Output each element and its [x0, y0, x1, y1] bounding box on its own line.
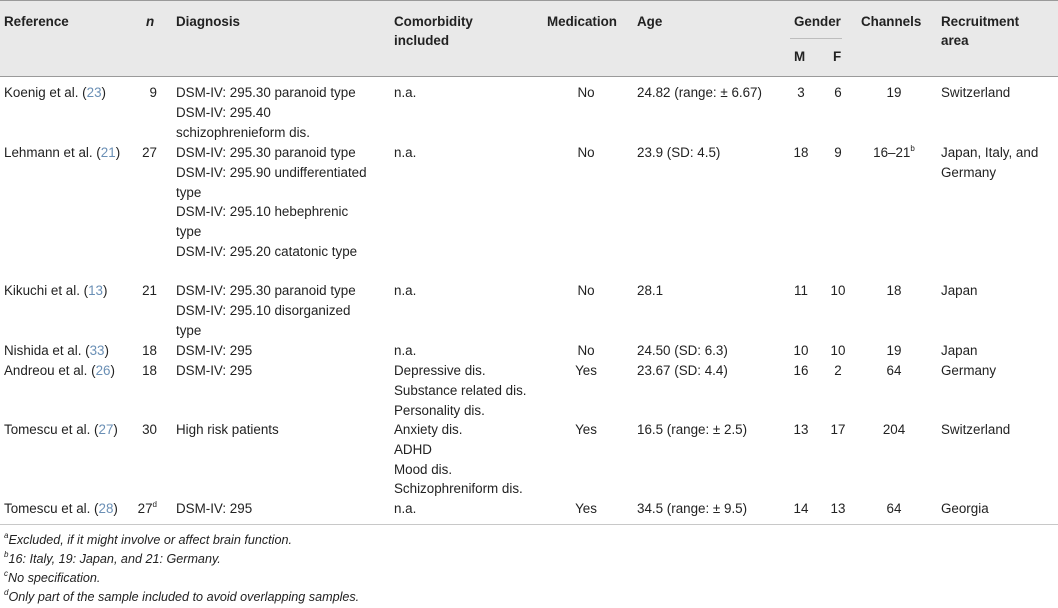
recruitment-area-line: Germany — [941, 363, 997, 378]
gender-f-cell: 13 — [830, 501, 846, 516]
reference-name: Koenig et al. ( — [4, 85, 87, 100]
footnote-c — [4, 570, 100, 587]
recruitment-area-line: Georgia — [941, 501, 989, 516]
diagnosis-line: DSM-IV: 295.40 — [176, 104, 271, 120]
reference-name: Lehmann et al. ( — [4, 145, 101, 160]
channels-value: 16–21 — [873, 145, 911, 160]
n-cell — [142, 281, 157, 301]
reference-name: Nishida et al. ( — [4, 343, 90, 358]
n-cell — [142, 143, 157, 163]
age-cell: 24.50 (SD: 6.3) — [637, 343, 728, 358]
footnote-mark: b — [4, 549, 9, 559]
reference-cell — [4, 281, 107, 301]
reference-close: ) — [110, 363, 115, 378]
gender-m-cell: 10 — [793, 343, 809, 358]
reference-link[interactable]: 26 — [95, 363, 111, 378]
channels-value: 64 — [886, 501, 902, 516]
n-cell — [150, 83, 157, 103]
gender-f-cell: 9 — [834, 145, 842, 160]
footnote-a — [4, 532, 292, 549]
table-bottom-rule — [0, 524, 1058, 525]
reference-cell — [4, 83, 106, 103]
recruitment-area-line: Japan — [941, 283, 978, 298]
n-value: 21 — [142, 283, 157, 298]
medication-cell: No — [577, 343, 595, 358]
footnote-d — [4, 589, 359, 606]
channels-value: 19 — [886, 343, 902, 358]
reference-name: Andreou et al. ( — [4, 363, 96, 378]
footnote-text: 16: Italy, 19: Japan, and 21: Germany. — [8, 552, 221, 566]
reference-link[interactable]: 27 — [98, 422, 114, 437]
medication-cell: No — [577, 145, 595, 160]
gender-m-cell: 16 — [793, 363, 809, 378]
footnote-mark: c — [4, 568, 8, 578]
reference-link[interactable]: 28 — [98, 501, 114, 516]
channels-value: 18 — [886, 283, 902, 298]
gender-f-cell: 6 — [834, 85, 842, 100]
header-diagnosis: Diagnosis — [176, 14, 240, 29]
reference-close: ) — [113, 422, 118, 437]
comorbidity-line: Schizophreniform dis. — [394, 481, 523, 497]
n-value: 18 — [142, 363, 157, 378]
diagnosis-line: DSM-IV: 295.30 paranoid type — [176, 85, 356, 100]
header-comorbidity-line1: Comorbidity — [394, 14, 473, 29]
recruitment-area-line: Switzerland — [941, 85, 1011, 100]
n-cell — [142, 361, 157, 381]
age-cell: 16.5 (range: ± 2.5) — [637, 422, 748, 437]
medication-cell: Yes — [575, 363, 597, 378]
comorbidity-line: ADHD — [394, 441, 432, 457]
header-recruitment-line1: Recruitment — [941, 14, 1020, 29]
comorbidity-line: Personality dis. — [394, 402, 485, 418]
channels-cell — [854, 420, 934, 440]
header-gender: Gender — [794, 14, 841, 29]
channels-cell — [854, 341, 934, 361]
header-n: n — [146, 14, 155, 29]
recruitment-area-line: Germany — [941, 164, 997, 180]
age-cell: 23.67 (SD: 4.4) — [637, 363, 728, 378]
comorbidity-line: Substance related dis. — [394, 382, 527, 398]
header-medication: Medication — [547, 14, 617, 29]
reference-name: Tomescu et al. ( — [4, 501, 99, 516]
diagnosis-line: DSM-IV: 295 — [176, 501, 253, 516]
diagnosis-line: High risk patients — [176, 422, 279, 437]
reference-cell — [4, 499, 118, 519]
gender-sub-rule — [790, 38, 842, 39]
diagnosis-line: type — [176, 322, 202, 338]
comorbidity-line: n.a. — [394, 501, 417, 516]
footnote-mark: d — [4, 587, 9, 597]
channels-footnote-mark: b — [910, 143, 915, 153]
reference-link[interactable]: 23 — [86, 85, 102, 100]
channels-cell — [854, 361, 934, 381]
reference-close: ) — [101, 85, 107, 100]
diagnosis-line: DSM-IV: 295.10 disorganized — [176, 302, 351, 318]
header-channels: Channels — [861, 14, 922, 29]
reference-link[interactable]: 21 — [100, 145, 116, 160]
recruitment-area-line: Switzerland — [941, 422, 1011, 437]
n-cell — [138, 499, 157, 519]
reference-cell — [4, 143, 120, 163]
age-cell: 24.82 (range: ± 6.67) — [637, 85, 762, 100]
n-value: 27 — [142, 145, 157, 160]
channels-value: 204 — [882, 422, 906, 437]
gender-m-cell: 3 — [797, 85, 805, 100]
footnote-text: Excluded, if it might involve or affect brain function. — [8, 533, 292, 547]
header-recruitment-line2: area — [941, 33, 969, 48]
reference-name: Kikuchi et al. ( — [4, 283, 89, 298]
header-gender-m: M — [794, 49, 806, 64]
gender-f-cell: 17 — [830, 422, 846, 437]
n-value: 18 — [142, 343, 157, 358]
age-cell: 23.9 (SD: 4.5) — [637, 145, 721, 160]
reference-cell — [4, 420, 118, 440]
gender-m-cell: 18 — [793, 145, 809, 160]
table-top-rule — [0, 0, 1058, 1]
gender-m-cell: 13 — [793, 422, 809, 437]
age-cell: 28.1 — [637, 283, 664, 298]
channels-cell — [854, 499, 934, 519]
comorbidity-line: n.a. — [394, 343, 417, 358]
comorbidity-line: n.a. — [394, 145, 417, 160]
n-value: 27 — [137, 501, 153, 516]
channels-cell — [854, 281, 934, 301]
channels-value: 19 — [886, 85, 902, 100]
diagnosis-line: schizophrenieform dis. — [176, 124, 310, 140]
comorbidity-line: Depressive dis. — [394, 363, 486, 378]
diagnosis-line: DSM-IV: 295 — [176, 363, 253, 378]
reference-close: ) — [103, 283, 108, 298]
n-value: 9 — [149, 85, 157, 100]
reference-close: ) — [115, 145, 121, 160]
recruitment-area-line: Japan — [941, 343, 978, 358]
reference-close: ) — [113, 501, 118, 516]
reference-cell — [4, 341, 109, 361]
gender-f-cell: 10 — [830, 283, 846, 298]
header-gender-f: F — [833, 49, 842, 64]
reference-link[interactable]: 13 — [88, 283, 104, 298]
diagnosis-line: DSM-IV: 295.30 paranoid type — [176, 145, 356, 160]
diagnosis-line: DSM-IV: 295 — [176, 343, 253, 358]
footnote-mark: a — [4, 530, 9, 540]
header-age: Age — [637, 14, 663, 29]
gender-f-cell: 10 — [830, 343, 846, 358]
medication-cell: No — [577, 85, 595, 100]
n-cell — [142, 420, 157, 440]
reference-name: Tomescu et al. ( — [4, 422, 99, 437]
age-cell: 34.5 (range: ± 9.5) — [637, 501, 748, 516]
reference-cell — [4, 361, 115, 381]
diagnosis-line: type — [176, 224, 202, 239]
medication-cell: No — [577, 283, 595, 298]
diagnosis-line: DSM-IV: 295.10 hebephrenic — [176, 204, 349, 220]
medication-cell: Yes — [575, 501, 597, 516]
n-value: 30 — [142, 422, 157, 437]
diagnosis-line: DSM-IV: 295.20 catatonic type — [176, 243, 358, 259]
reference-link[interactable]: 33 — [89, 343, 105, 358]
medication-cell: Yes — [575, 422, 597, 437]
footnote-text: Only part of the sample included to avoid overlapping samples. — [8, 590, 360, 604]
n-footnote-mark: d — [152, 499, 157, 509]
header-reference: Reference — [4, 14, 69, 29]
n-cell — [142, 341, 157, 361]
diagnosis-line: DSM-IV: 295.90 undifferentiated — [176, 164, 367, 180]
channels-cell — [854, 83, 934, 103]
gender-m-cell: 11 — [794, 283, 808, 298]
recruitment-area-line: Japan, Italy, and — [941, 145, 1039, 160]
footnote-text: No specification. — [8, 571, 101, 585]
comorbidity-line: n.a. — [394, 85, 417, 100]
gender-m-cell: 14 — [793, 501, 809, 516]
comorbidity-line: Anxiety dis. — [394, 422, 463, 437]
reference-close: ) — [104, 343, 109, 358]
header-comorbidity-line2: included — [394, 33, 450, 48]
diagnosis-line: type — [176, 184, 202, 200]
gender-f-cell: 2 — [834, 363, 842, 378]
channels-cell — [854, 143, 934, 163]
comorbidity-line: Mood dis. — [394, 461, 453, 477]
table-header-rule — [0, 76, 1058, 77]
diagnosis-line: DSM-IV: 295.30 paranoid type — [176, 283, 356, 298]
channels-value: 64 — [886, 363, 902, 378]
comorbidity-line: n.a. — [394, 283, 417, 298]
footnote-b — [4, 551, 221, 568]
